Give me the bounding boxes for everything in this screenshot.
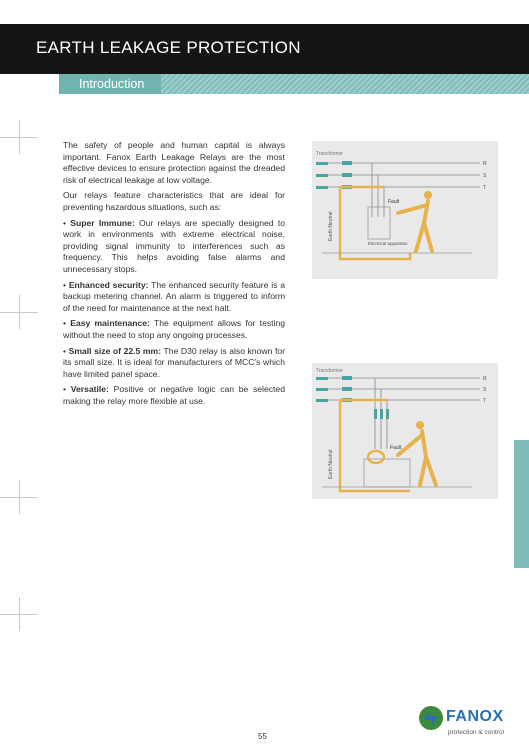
- bullet-item: • Easy maintenance: The equipment allows for testing without the need to stop any ongoing processes.: [63, 318, 285, 340]
- lead-paragraph: Our relays feature characteristics that are ideal for preventing hazardous situations, such as:: [63, 190, 285, 212]
- earth-neutral-label: Earth Neutral: [328, 211, 334, 241]
- phase-label: R: [483, 161, 487, 167]
- page-title: EARTH LEAKAGE PROTECTION: [36, 38, 301, 57]
- bullet-text: The enhanced security feature is a backup metering channel. An alarm is triggered to inform of the need for maintenance at the next halt.: [63, 279, 286, 313]
- diagram-svg: [312, 363, 498, 499]
- transformer-coil: [316, 388, 328, 391]
- phase-label: T: [483, 398, 487, 404]
- bullet-title: Super Immune:: [70, 217, 135, 228]
- breaker: [374, 409, 377, 419]
- breaker: [380, 409, 383, 419]
- bullet-item: • Small size of 22.5 mm: The D30 relay is also known for its small size. It is ideal for manufacturers of MCC's which have limited panel space.: [63, 345, 286, 379]
- crop-mark: [19, 120, 20, 154]
- breaker: [342, 376, 352, 380]
- machine-box: [364, 459, 410, 487]
- motor-symbol: [368, 451, 384, 463]
- phase-label: S: [483, 387, 487, 393]
- breaker: [386, 409, 389, 419]
- logo-tagline: protection & control: [448, 729, 505, 736]
- person-figure: [398, 421, 436, 485]
- chapter-tab: [514, 440, 529, 568]
- bullet-item: • Enhanced security: The enhanced security feature is a backup metering channel. An alarm is triggered to inform of the need for maintenance at the next halt.: [63, 279, 286, 313]
- phase-label: R: [483, 376, 487, 382]
- leakage-path: [340, 187, 410, 259]
- fault-label: Fault: [388, 199, 400, 205]
- bullet-item: • Versatile: Positive or negative logic can be selected making the relay more flexible at use.: [63, 384, 285, 406]
- page-number: 55: [258, 732, 267, 741]
- phase-label: S: [483, 173, 487, 179]
- transformer-coil: [316, 399, 328, 402]
- bullet-title: Enhanced security:: [68, 279, 149, 290]
- transformer-coil: [316, 174, 328, 177]
- body-text: [63, 140, 285, 411]
- bullet-text: The equipment allows for testing without the need to stop any ongoing processes.: [63, 318, 285, 340]
- transformer-coil: [316, 162, 328, 165]
- fault-label: Fault: [390, 445, 402, 451]
- crop-mark: [19, 597, 20, 631]
- bullet-title: Easy maintenance:: [70, 318, 150, 329]
- apparatus-label: Electrical apparatus: [368, 241, 408, 246]
- logo-wordmark: FANOX: [446, 708, 504, 725]
- bullet-title: Small size of 22.5 mm:: [68, 345, 162, 356]
- transformer-label: Transformer: [316, 151, 344, 157]
- section-bar: [59, 74, 529, 94]
- earth-neutral-label: Earth Neutral: [328, 449, 334, 479]
- transformer-label: Transformer: [316, 368, 344, 374]
- crop-mark: [19, 480, 20, 514]
- bullet-text: The D30 relay is also known for its small size. It is ideal for manufacturers of MCC's which have limited panel space.: [63, 345, 286, 379]
- leakage-diagram-person: [312, 363, 498, 499]
- transformer-coil: [316, 186, 328, 189]
- section-title: Introduction: [79, 77, 145, 91]
- bullet-text: Positive or negative logic can be selected making the relay more flexible at use.: [63, 384, 285, 406]
- breaker: [342, 387, 352, 391]
- fanox-logo: [418, 703, 528, 745]
- phase-label: T: [483, 185, 487, 191]
- intro-paragraph: The safety of people and human capital is always important. Fanox Earth Leakage Relays are the most effective devices to ensure protection against the dreaded risk of electrical leakage at low voltage.: [63, 140, 285, 185]
- leakage-diagram-apparatus: [312, 141, 498, 279]
- page-header: [0, 24, 529, 74]
- fanox-emblem-icon: [418, 705, 444, 731]
- diagram-svg: [312, 141, 498, 279]
- crop-mark: [19, 295, 20, 329]
- electrical-apparatus-box: [368, 207, 390, 239]
- transformer-coil: [316, 377, 328, 380]
- breaker: [342, 173, 352, 177]
- bullet-title: Versatile:: [70, 384, 109, 395]
- breaker: [342, 161, 352, 165]
- bullet-item: • Super Immune: Our relays are specially designed to work in environments with extreme electrical noise, providing signal immunity to interferences such as frequency. This helps avoiding false alarms and unnecessary stops.: [63, 217, 285, 274]
- bullet-text: Our relays are specially designed to work in environments with extreme electrical noise, providing signal immunity to interferences such as frequency. This helps avoiding false alarms and unnecessary stops.: [63, 217, 285, 274]
